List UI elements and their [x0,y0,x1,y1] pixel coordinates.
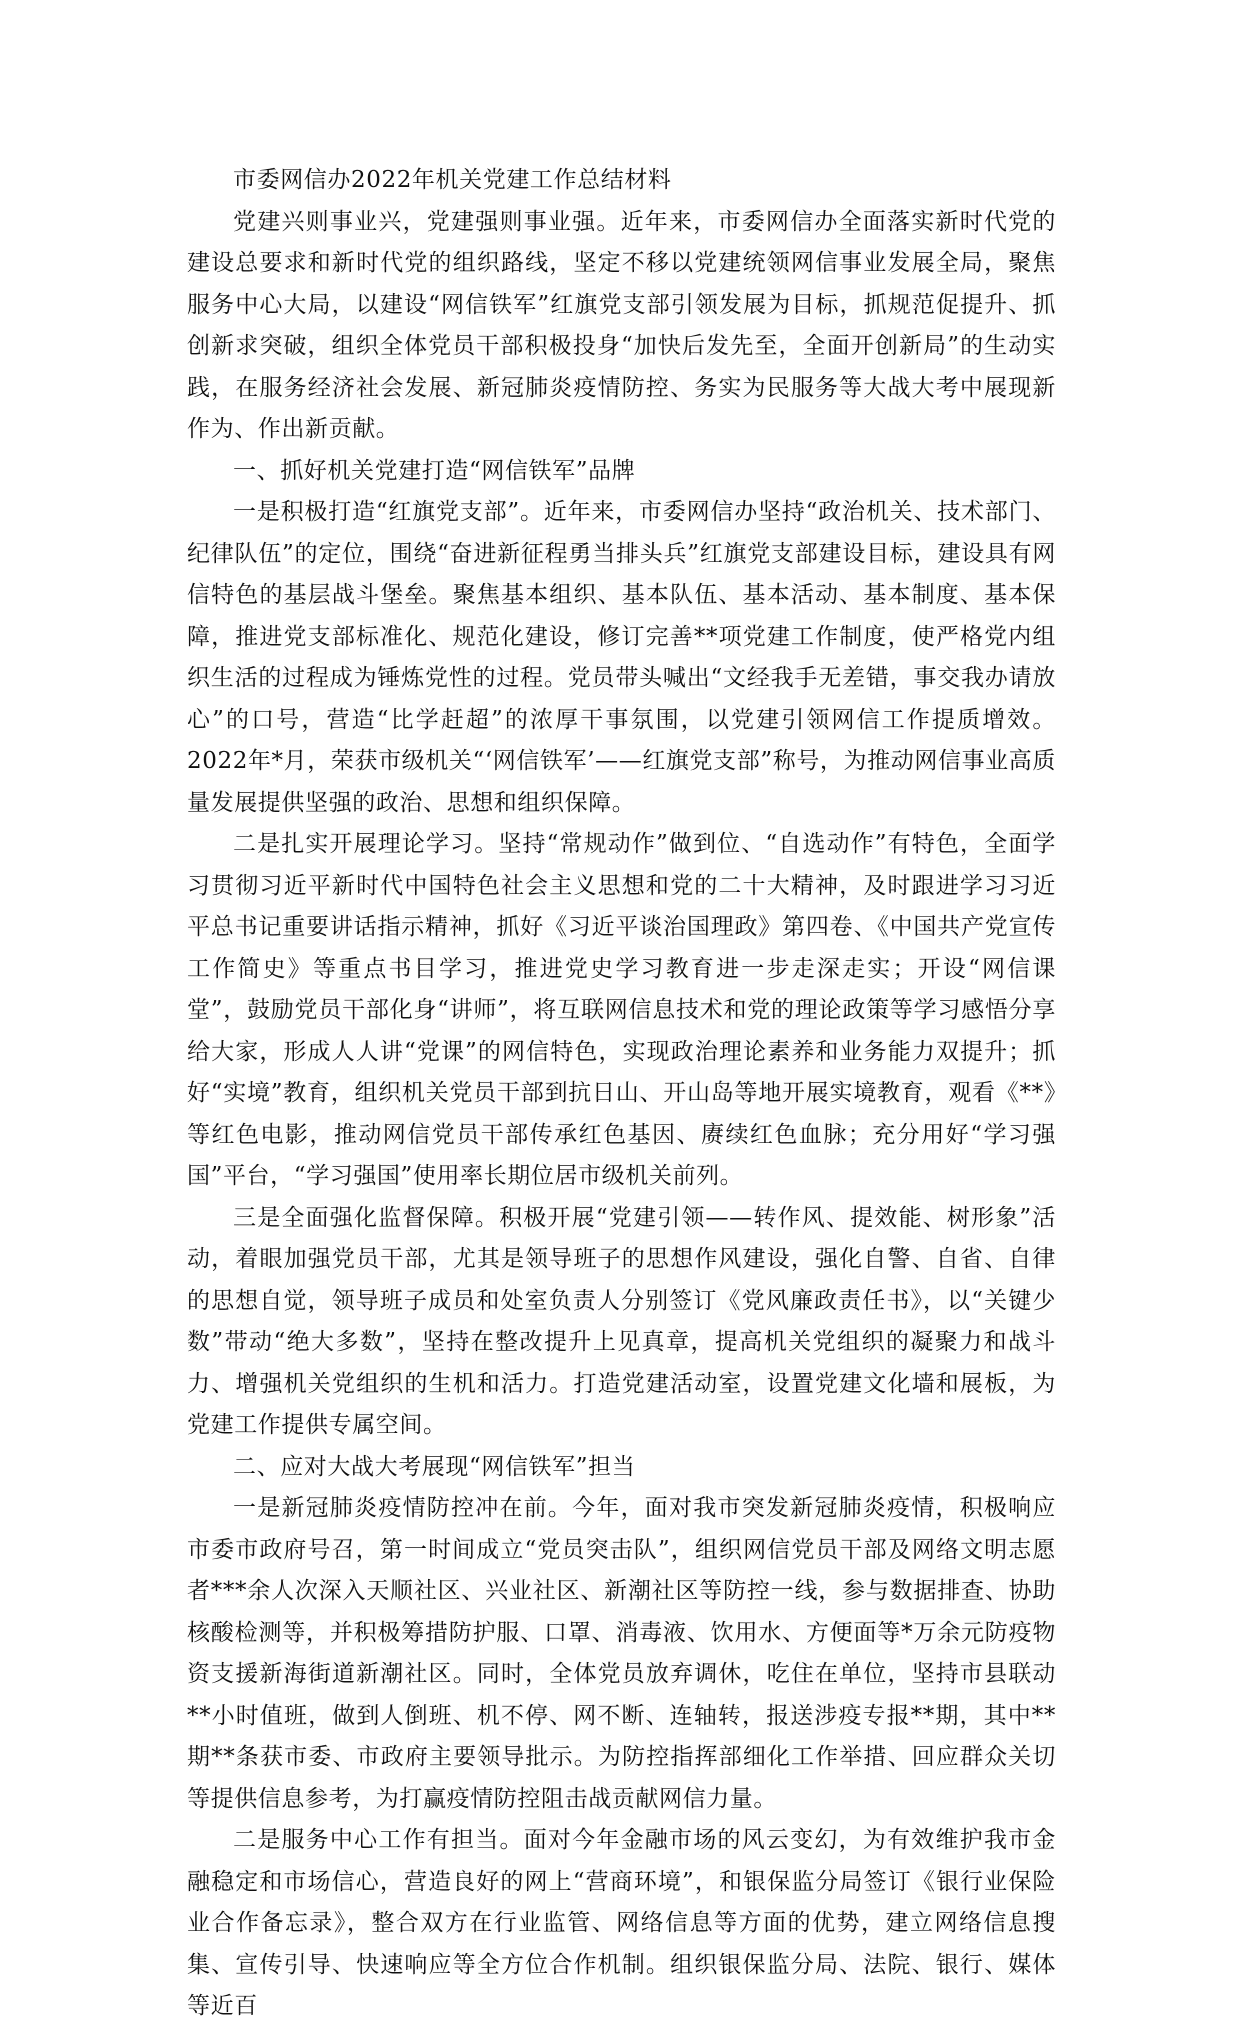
body-paragraph: 二是服务中心工作有担当。面对今年金融市场的风云变幻，为有效维护我市金融稳定和市场信心，营造良好的网上“营商环境”，和银保监分局签订《银行业保险业合作备忘录》，整合双方在行业监管、网络信息等方面的优势，建立网络信息搜集、宣传引导、快速响应等全方位合作机制。组织银保监分局、法院、银行、媒体等近百 [187,1827,1056,2019]
section-heading-1: 一、抓好机关党建打造“网信铁军”品牌 [233,457,636,484]
intro-paragraph: 党建兴则事业兴，党建强则事业强。近年来，市委网信办全面落实新时代党的建设总要求和新时代党的组织路线，坚定不移以党建统领网信事业发展全局，聚焦服务中心大局，以建设“网信铁军”红旗党支部引领发展为目标，抓规范促提升、抓创新求突破，组织全体党员干部积极投身“加快后发先至，全面开创新局”的生动实践，在服务经济社会发展、新冠肺炎疫情防控、务实为民服务等大战大考中展现新作为、作出新贡献。 [187,208,1056,442]
document-title: 市委网信办2022年机关党建工作总结材料 [233,167,672,193]
body-paragraph: 二是扎实开展理论学习。坚持“常规动作”做到位、“自选动作”有特色，全面学习贯彻习近平新时代中国特色社会主义思想和党的二十大精神，及时跟进学习习近平总书记重要讲话指示精神，抓好《习近平谈治国理政》第四卷、《中国共产党宣传工作简史》等重点书目学习，推进党史学习教育进一步走深走实；开设“网信课堂”，鼓励党员干部化身“讲师”，将互联网信息技术和党的理论政策等学习感悟分享给大家，形成人人讲“党课”的网信特色，实现政治理论素养和业务能力双提升；抓好“实境”教育，组织机关党员干部到抗日山、开山岛等地开展实境教育，观看《**》等红色电影，推动网信党员干部传承红色基因、赓续红色血脉；充分用好“学习强国”平台，“学习强国”使用率长期位居市级机关前列。 [187,831,1056,1189]
section-heading-2: 二、应对大战大考展现“网信铁军”担当 [233,1453,636,1480]
body-paragraph: 三是全面强化监督保障。积极开展“党建引领——转作风、提效能、树形象”活动，着眼加强党员干部，尤其是领导班子的思想作风建设，强化自警、自省、自律的思想自觉，领导班子成员和处室负责人分别签订《党风廉政责任书》，以“关键少数”带动“绝大多数”，坚持在整改提升上见真章，提高机关党组织的凝聚力和战斗力、增强机关党组织的生机和活力。打造党建活动室，设置党建文化墙和展板，为党建工作提供专属空间。 [187,1204,1056,1438]
document-body [187,160,1056,2028]
body-paragraph: 一是积极打造“红旗党支部”。近年来，市委网信办坚持“政治机关、技术部门、纪律队伍”的定位，围绕“奋进新征程勇当排头兵”红旗党支部建设目标，建设具有网信特色的基层战斗堡垒。聚焦基本组织、基本队伍、基本活动、基本制度、基本保障，推进党支部标准化、规范化建设，修订完善**项党建工作制度，使严格党内组织生活的过程成为锤炼党性的过程。党员带头喊出“文经我手无差错，事交我办请放心”的口号，营造“比学赶超”的浓厚干事氛围，以党建引领网信工作提质增效。2022年*月，荣获市级机关“‘网信铁军’——红旗党支部”称号，为推动网信事业高质量发展提供坚强的政治、思想和组织保障。 [187,499,1056,816]
body-paragraph: 一是新冠肺炎疫情防控冲在前。今年，面对我市突发新冠肺炎疫情，积极响应市委市政府号召，第一时间成立“党员突击队”，组织网信党员干部及网络文明志愿者***余人次深入天顺社区、兴业社区、新潮社区等防控一线，参与数据排查、协助核酸检测等，并积极筹措防护服、口罩、消毒液、饮用水、方便面等*万余元防疫物资支援新海街道新潮社区。同时，全体党员放弃调休，吃住在单位，坚持市县联动**小时值班，做到人倒班、机不停、网不断、连轴转，报送涉疫专报**期，其中**期**条获市委、市政府主要领导批示。为防控指挥部细化工作举措、回应群众关切等提供信息参考，为打赢疫情防控阻击战贡献网信力量。 [187,1495,1056,1812]
